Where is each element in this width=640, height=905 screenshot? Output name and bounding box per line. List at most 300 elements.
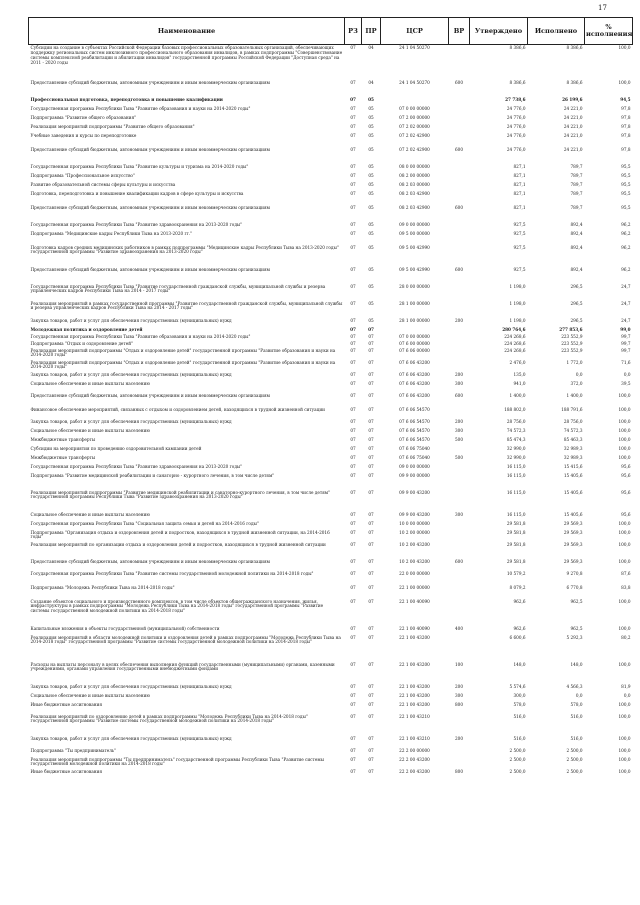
row-pr: 07 bbox=[368, 392, 374, 398]
budget-table bbox=[28, 17, 633, 777]
row-executed: 28 756,0 bbox=[563, 418, 583, 424]
row-approved: 2 500,0 bbox=[509, 768, 526, 774]
row-rz: 07 bbox=[350, 146, 356, 152]
header-csr: ЦСР bbox=[381, 18, 449, 45]
row-approved: 224 268,6 bbox=[504, 347, 526, 353]
row-name: Социальное обеспечение и иные выплаты населению bbox=[30, 427, 150, 433]
row-percent: 100,0 bbox=[618, 661, 631, 667]
row-percent: 24,7 bbox=[621, 283, 631, 289]
row-percent: 100,0 bbox=[618, 418, 631, 424]
row-executed: 85 463,3 bbox=[563, 436, 583, 442]
row-executed: 2 500,0 bbox=[566, 747, 583, 753]
table-row bbox=[29, 473, 633, 490]
row-percent: 71,6 bbox=[621, 359, 631, 365]
row-name: Реализация мероприятий в рамках государственной программы "Развитие государственной гражданской службы, муниципальной службы и резерва управленческих кадров Республики Тыва на 2014 - 2017 годы" bbox=[30, 300, 343, 311]
row-name: Социальное обеспечение и иные выплаты населению bbox=[30, 692, 150, 698]
row-name: Предоставление субсидий бюджетным, автономным учреждениям и иным некоммерческим организациям bbox=[30, 146, 270, 152]
row-csr: 07 2 02 42900 bbox=[399, 146, 430, 152]
row-executed: 6 770,8 bbox=[566, 584, 583, 590]
row-percent: 0,0 bbox=[623, 692, 631, 698]
row-rz: 07 bbox=[350, 347, 356, 353]
row-csr bbox=[381, 97, 449, 106]
row-executed: 296,5 bbox=[570, 300, 583, 306]
row-rz: 07 bbox=[350, 541, 356, 547]
row-percent: 100,0 bbox=[618, 598, 631, 604]
row-vr bbox=[449, 542, 470, 559]
row-rz: 07 bbox=[350, 123, 356, 129]
row-approved: 827,1 bbox=[513, 163, 526, 169]
row-vr: 300 bbox=[455, 692, 463, 698]
row-vr bbox=[449, 231, 470, 245]
row-name: Реализация мероприятий по оздоровлению детей в рамках подпрограммы "Молодежь Республики Тыва на 2014-2018 годы" государственной программы "Развитие системы государственной молодежной политики на 2014-2018 годы" bbox=[30, 713, 308, 724]
row-percent: 39,5 bbox=[621, 380, 631, 386]
row-vr: 200 bbox=[455, 418, 463, 424]
row-rz: 07 bbox=[350, 713, 356, 719]
row-approved: 224 268,6 bbox=[504, 333, 526, 339]
row-csr: 09 9 00 00000 bbox=[399, 472, 430, 478]
row-rz: 07 bbox=[350, 181, 356, 187]
row-pr: 07 bbox=[368, 541, 374, 547]
row-rz: 07 bbox=[350, 735, 356, 741]
table-row bbox=[29, 635, 633, 662]
row-pr: 04 bbox=[368, 79, 374, 85]
row-rz: 07 bbox=[350, 634, 356, 640]
row-percent: 100,0 bbox=[618, 520, 631, 526]
row-rz: 07 bbox=[350, 221, 356, 227]
row-approved: 29 581,8 bbox=[506, 520, 526, 526]
row-csr: 22 1 00 43200 bbox=[399, 683, 430, 689]
row-percent: 100,0 bbox=[618, 529, 631, 535]
row-csr: 07 6 06 54570 bbox=[399, 406, 430, 412]
row-rz: 07 bbox=[350, 317, 356, 323]
row-approved: 74 572,3 bbox=[506, 427, 526, 433]
row-percent: 95,6 bbox=[621, 489, 631, 495]
row-executed: 0,0 bbox=[575, 692, 583, 698]
row-rz: 07 bbox=[350, 529, 356, 535]
row-csr: 10 2 00 43200 bbox=[399, 541, 430, 547]
row-rz: 07 bbox=[350, 300, 356, 306]
table-row bbox=[29, 245, 633, 267]
row-executed: 74 572,3 bbox=[563, 427, 583, 433]
row-csr: 07 6 00 00000 bbox=[399, 340, 430, 346]
row-csr: 07 2 02 00000 bbox=[399, 123, 430, 129]
row-pr: 05 bbox=[368, 114, 374, 120]
row-approved: 27 738,6 bbox=[505, 96, 526, 102]
table-row bbox=[29, 372, 633, 381]
row-csr: 22 1 00 43200 bbox=[399, 634, 430, 640]
row-percent: 100,0 bbox=[618, 625, 631, 631]
row-csr: 22 1 00 00000 bbox=[399, 584, 430, 590]
row-csr: 08 2 00 00000 bbox=[399, 172, 430, 178]
row-rz: 07 bbox=[350, 768, 356, 774]
row-name: Создание объектов социального и производственного комплексов, в том числе объектов общегражданского назначения, жилья, инфраструктуры в рамках подпрограммы "Молодежь Республики Тыва на 2014-2018 годы" государственной программы "Развитие системы государственной молодежной политики на 2014-2018 годы" bbox=[30, 598, 324, 614]
row-rz: 07 bbox=[350, 489, 356, 495]
row-csr: 10 0 00 00000 bbox=[399, 520, 430, 526]
row-csr: 28 1 00 00000 bbox=[399, 300, 430, 306]
row-vr bbox=[449, 133, 470, 147]
row-approved: 927,5 bbox=[513, 244, 526, 250]
table-row bbox=[29, 318, 633, 327]
row-csr: 22 1 00 43200 bbox=[399, 661, 430, 667]
row-rz: 07 bbox=[350, 392, 356, 398]
row-vr bbox=[449, 635, 470, 662]
row-pr: 07 bbox=[368, 511, 374, 517]
row-rz: 07 bbox=[350, 436, 356, 442]
row-name: Закупка товаров, работ и услуг для обеспечения государственных (муниципальных) нужд bbox=[30, 371, 232, 377]
row-approved: 135,0 bbox=[513, 371, 526, 377]
row-pr: 07 bbox=[368, 340, 374, 346]
row-pr: 07 bbox=[368, 558, 374, 564]
row-pr: 05 bbox=[368, 96, 374, 102]
row-csr: 28 1 00 00000 bbox=[399, 317, 430, 323]
row-csr: 07 6 06 43200 bbox=[399, 371, 430, 377]
row-vr bbox=[449, 464, 470, 473]
row-pr: 05 bbox=[368, 123, 374, 129]
row-pr: 07 bbox=[368, 625, 374, 631]
row-percent: 97,8 bbox=[621, 146, 631, 152]
row-rz: 07 bbox=[350, 683, 356, 689]
row-percent: 97,8 bbox=[621, 114, 631, 120]
row-csr: 08 2 03 42900 bbox=[399, 190, 430, 196]
row-approved: 16 115,0 bbox=[506, 489, 526, 495]
row-vr bbox=[449, 473, 470, 490]
row-approved: 2 500,0 bbox=[509, 756, 526, 762]
table-row bbox=[29, 106, 633, 115]
row-approved: 516,0 bbox=[513, 713, 526, 719]
row-executed: 372,0 bbox=[570, 380, 583, 386]
row-executed: 2 500,0 bbox=[566, 756, 583, 762]
row-executed: 962,5 bbox=[570, 625, 583, 631]
row-vr: 600 bbox=[455, 266, 463, 272]
row-csr: 07 6 06 43200 bbox=[399, 380, 430, 386]
row-pr: 07 bbox=[368, 520, 374, 526]
row-vr: 600 bbox=[455, 204, 463, 210]
row-pr: 05 bbox=[368, 146, 374, 152]
row-pr: 05 bbox=[368, 317, 374, 323]
row-vr bbox=[449, 284, 470, 301]
table-row bbox=[29, 530, 633, 542]
row-executed: 296,5 bbox=[570, 283, 583, 289]
table-row bbox=[29, 521, 633, 530]
row-rz: 07 bbox=[350, 326, 356, 332]
row-pr: 05 bbox=[368, 204, 374, 210]
row-executed: 516,0 bbox=[570, 735, 583, 741]
table-row bbox=[29, 80, 633, 97]
row-pr: 07 bbox=[368, 692, 374, 698]
row-approved: 2 476,0 bbox=[509, 359, 526, 365]
row-executed: 4 566,3 bbox=[566, 683, 583, 689]
row-name: Предоставление субсидий бюджетным, автономным учреждениям и иным некоммерческим организациям bbox=[30, 204, 270, 210]
row-rz: 07 bbox=[350, 96, 356, 102]
table-row bbox=[29, 599, 633, 626]
row-pr: 07 bbox=[368, 747, 374, 753]
row-pr: 07 bbox=[368, 768, 374, 774]
row-pr: 07 bbox=[368, 756, 374, 762]
table-row bbox=[29, 327, 633, 334]
row-name: Реализация мероприятий в области молодежной политики и оздоровления детей в рамках подпрограммы "Молодежь Республики Тыва на 2014-2018 годы" государственной программы "Развитие системы государственной молодежной политики на 2014-2018 годы" bbox=[30, 634, 341, 645]
row-name: Государственная программа Республики Тыва "Развитие системы государственной молодежной политики на 2014-2018 годы" bbox=[30, 570, 314, 576]
row-approved: 24 776,0 bbox=[506, 132, 526, 138]
row-rz: 07 bbox=[350, 359, 356, 365]
row-pr: 07 bbox=[368, 570, 374, 576]
table-row bbox=[29, 757, 633, 769]
table-row bbox=[29, 205, 633, 222]
row-csr: 22 1 00 43210 bbox=[399, 735, 430, 741]
row-approved: 2 500,0 bbox=[509, 747, 526, 753]
row-vr bbox=[449, 97, 470, 106]
row-approved: 8 386,6 bbox=[509, 79, 526, 85]
row-vr bbox=[449, 360, 470, 372]
row-csr: 07 0 00 00000 bbox=[399, 333, 430, 339]
row-csr: 09 5 00 42990 bbox=[399, 244, 430, 250]
row-pr: 07 bbox=[368, 584, 374, 590]
row-name: Подпрограмма "Молодежь Республики Тыва на 2014-2018 годы" bbox=[30, 584, 175, 590]
row-pr: 07 bbox=[368, 463, 374, 469]
row-executed: 9 270,8 bbox=[566, 570, 583, 576]
row-rz: 07 bbox=[350, 380, 356, 386]
row-vr bbox=[449, 571, 470, 585]
row-executed: 148,0 bbox=[570, 661, 583, 667]
row-pr: 07 bbox=[368, 418, 374, 424]
row-percent: 83,8 bbox=[621, 584, 631, 590]
row-rz: 07 bbox=[350, 511, 356, 517]
table-header-row bbox=[29, 18, 633, 45]
row-rz: 07 bbox=[350, 406, 356, 412]
row-vr: 800 bbox=[455, 768, 463, 774]
row-vr bbox=[449, 585, 470, 599]
row-name: Молодежная политика и оздоровление детей bbox=[30, 326, 143, 332]
row-percent: 100,0 bbox=[618, 445, 631, 451]
table-row bbox=[29, 133, 633, 147]
row-rz: 07 bbox=[350, 701, 356, 707]
row-pr: 05 bbox=[368, 132, 374, 138]
row-rz: 07 bbox=[350, 333, 356, 339]
row-pr: 07 bbox=[368, 634, 374, 640]
row-percent: 100,0 bbox=[618, 747, 631, 753]
row-executed: 1 400,0 bbox=[566, 392, 583, 398]
row-vr: 300 bbox=[455, 511, 463, 517]
row-executed: 296,5 bbox=[570, 317, 583, 323]
row-percent: 95,5 bbox=[621, 204, 631, 210]
row-name: Закупка товаров, работ и услуг для обеспечения государственных (муниципальных) нужд bbox=[30, 735, 232, 741]
row-pr: 07 bbox=[368, 472, 374, 478]
row-rz: 07 bbox=[350, 625, 356, 631]
row-csr: 07 6 06 54570 bbox=[399, 427, 430, 433]
table-row bbox=[29, 769, 633, 777]
table-row bbox=[29, 455, 633, 464]
row-approved: 29 581,8 bbox=[506, 558, 526, 564]
row-csr: 07 0 00 00000 bbox=[399, 105, 430, 111]
row-approved: 8 386,6 bbox=[509, 45, 526, 50]
row-vr bbox=[449, 490, 470, 512]
row-name: Предоставление субсидий бюджетным, автономным учреждениям и иным некоммерческим организациям bbox=[30, 392, 270, 398]
row-rz: 07 bbox=[350, 598, 356, 604]
row-executed: 789,7 bbox=[570, 163, 583, 169]
row-pr: 05 bbox=[368, 244, 374, 250]
row-pr: 07 bbox=[368, 359, 374, 365]
row-csr: 07 6 06 54570 bbox=[399, 436, 430, 442]
row-percent: 100,0 bbox=[618, 735, 631, 741]
row-name: Подпрограмма "Ты предприниматель" bbox=[30, 747, 117, 753]
row-pr: 05 bbox=[368, 105, 374, 111]
row-pr: 05 bbox=[368, 300, 374, 306]
row-csr: 08 2 03 00000 bbox=[399, 181, 430, 187]
table-row bbox=[29, 97, 633, 106]
row-pr: 07 bbox=[368, 436, 374, 442]
row-rz: 07 bbox=[350, 418, 356, 424]
row-name: Подпрограмма "Организация отдыха и оздоровления детей и подростков, находящихся в трудной жизненной ситуации, на 2014-2016 годы" bbox=[30, 529, 330, 540]
row-approved: 6 600,6 bbox=[509, 634, 526, 640]
table-row bbox=[29, 748, 633, 757]
table-row bbox=[29, 428, 633, 437]
row-executed: 24 221,0 bbox=[563, 105, 583, 111]
row-executed: 578,0 bbox=[570, 701, 583, 707]
row-rz: 07 bbox=[350, 570, 356, 576]
row-executed: 15 405,6 bbox=[563, 489, 583, 495]
row-rz: 07 bbox=[350, 105, 356, 111]
row-percent: 100,0 bbox=[618, 79, 631, 85]
row-pr: 05 bbox=[368, 163, 374, 169]
row-csr: 07 6 06 43200 bbox=[399, 359, 430, 365]
row-approved: 29 581,8 bbox=[506, 541, 526, 547]
row-vr: 200 bbox=[455, 371, 463, 377]
row-csr: 09 0 00 00000 bbox=[399, 221, 430, 227]
row-pr: 05 bbox=[368, 190, 374, 196]
row-percent: 100,0 bbox=[618, 45, 631, 50]
row-executed: 26 199,6 bbox=[562, 96, 583, 102]
row-approved: 962,6 bbox=[513, 598, 526, 604]
header-rz: РЗ bbox=[345, 18, 362, 45]
row-percent: 95,5 bbox=[621, 172, 631, 178]
row-vr: 400 bbox=[455, 625, 463, 631]
row-vr bbox=[449, 327, 470, 334]
row-rz: 07 bbox=[350, 45, 356, 50]
row-csr: 22 1 00 43200 bbox=[399, 701, 430, 707]
row-approved: 941,0 bbox=[513, 380, 526, 386]
row-csr: 09 5 00 00000 bbox=[399, 230, 430, 236]
row-name: Государственная программа Республики Тыва "Социальная защита семьи и детей на 2014-2016 годы" bbox=[30, 520, 259, 526]
row-percent: 100,0 bbox=[618, 768, 631, 774]
row-vr: 500 bbox=[455, 436, 463, 442]
row-csr bbox=[381, 327, 449, 334]
row-percent: 96,2 bbox=[621, 230, 631, 236]
row-rz: 07 bbox=[350, 692, 356, 698]
row-executed: 2 500,0 bbox=[566, 768, 583, 774]
table-row bbox=[29, 182, 633, 191]
row-approved: 24 776,0 bbox=[506, 114, 526, 120]
table-row bbox=[29, 571, 633, 585]
row-approved: 8 079,2 bbox=[509, 584, 526, 590]
header-vr: ВР bbox=[449, 18, 470, 45]
row-executed: 0,0 bbox=[575, 371, 583, 377]
row-name: Закупка товаров, работ и услуг для обеспечения государственных (муниципальных) нужд bbox=[30, 418, 232, 424]
row-approved: 224 268,6 bbox=[504, 340, 526, 346]
row-name: Закупка товаров, работ и услуг для обеспечения государственных (муниципальных) нужд bbox=[30, 683, 232, 689]
row-percent: 87,6 bbox=[621, 570, 631, 576]
table-row bbox=[29, 626, 633, 635]
row-csr: 10 2 00 00000 bbox=[399, 529, 430, 535]
row-percent: 24,7 bbox=[621, 317, 631, 323]
row-approved: 300,0 bbox=[513, 692, 526, 698]
row-vr bbox=[449, 530, 470, 542]
row-vr bbox=[449, 334, 470, 341]
row-pr: 07 bbox=[368, 454, 374, 460]
row-percent: 100,0 bbox=[618, 701, 631, 707]
row-vr bbox=[449, 115, 470, 124]
table-row bbox=[29, 341, 633, 348]
row-vr bbox=[449, 106, 470, 115]
row-rz: 07 bbox=[350, 190, 356, 196]
table-row bbox=[29, 662, 633, 684]
row-percent: 99,7 bbox=[621, 333, 631, 339]
row-name: Подпрограмма "Профессиональное искусство" bbox=[30, 172, 135, 178]
table-row bbox=[29, 231, 633, 245]
row-pr: 07 bbox=[368, 406, 374, 412]
row-name: Предоставление субсидий бюджетным, автономным учреждениям и иным некоммерческим организациям bbox=[30, 558, 270, 564]
table-row bbox=[29, 115, 633, 124]
row-name: Реализация мероприятий подпрограммы "Развитие общего образования" bbox=[30, 123, 195, 129]
table-row bbox=[29, 334, 633, 341]
row-approved: 1 198,0 bbox=[509, 317, 526, 323]
table-row bbox=[29, 45, 633, 80]
row-csr: 07 2 00 00000 bbox=[399, 114, 430, 120]
row-name: Иные бюджетные ассигнования bbox=[30, 768, 102, 774]
row-name: Реализация мероприятий подпрограммы "Отдых и оздоровление детей" государственной программы "Развитие образования и науки на 2014-2020 годы" bbox=[30, 347, 336, 358]
row-csr: 10 2 00 43200 bbox=[399, 558, 430, 564]
row-name: Предоставление субсидий бюджетным, автономным учреждениям и иным некоммерческим организациям bbox=[30, 266, 270, 272]
table-row bbox=[29, 360, 633, 372]
row-executed: 32 989,3 bbox=[563, 454, 583, 460]
row-pr: 05 bbox=[368, 172, 374, 178]
row-percent: 80,2 bbox=[621, 634, 631, 640]
row-rz: 07 bbox=[350, 283, 356, 289]
row-name: Реализация мероприятий подпрограммы "Ты предприниматель" государственной программы Республики Тыва "Развитие системы государственной молодежной политики на 2014-2018 годы" bbox=[30, 756, 324, 767]
row-vr bbox=[449, 748, 470, 757]
row-executed: 892,4 bbox=[570, 244, 583, 250]
row-vr: 300 bbox=[455, 427, 463, 433]
table-row bbox=[29, 267, 633, 284]
row-pr: 07 bbox=[368, 326, 374, 332]
row-percent: 100,0 bbox=[618, 713, 631, 719]
row-vr bbox=[449, 348, 470, 360]
row-name: Финансовое обеспечение мероприятий, связанных с отдыхом и оздоровлением детей, находящихся в трудной жизненной ситуации bbox=[30, 406, 325, 412]
row-rz: 07 bbox=[350, 204, 356, 210]
table-row bbox=[29, 301, 633, 318]
row-approved: 827,1 bbox=[513, 181, 526, 187]
row-approved: 5 574,6 bbox=[509, 683, 526, 689]
row-executed: 892,4 bbox=[570, 230, 583, 236]
row-vr: 200 bbox=[455, 317, 463, 323]
page-number: 17 bbox=[598, 4, 607, 12]
row-rz: 07 bbox=[350, 756, 356, 762]
row-percent: 99,0 bbox=[620, 326, 631, 332]
row-csr: 07 6 06 54570 bbox=[399, 418, 430, 424]
row-name: Государственная программа Республики Тыва "Развитие государственной гражданской службы, муниципальной службы и резерва управленческих кадров Республики Тыва на 2014 - 2017 годы" bbox=[30, 283, 326, 294]
row-percent: 94,5 bbox=[620, 96, 631, 102]
row-vr bbox=[449, 341, 470, 348]
row-executed: 24 221,0 bbox=[563, 146, 583, 152]
row-vr bbox=[449, 124, 470, 133]
row-percent: 95,6 bbox=[621, 472, 631, 478]
row-name: Субсидии на создание в субъектах Российской Федерации базовых профессиональных образовательных организаций, обеспечивающих поддержку региональных систем инклюзивного профессионального образования инвалидов, в рамках подпрограммы "Совершенствование системы комплексной реабилитации и абилитации инвалидов" государственной программы Российской Федерации "Доступная среда" на 2011 - 2020 годы bbox=[30, 45, 343, 65]
row-percent: 97,8 bbox=[621, 123, 631, 129]
table-row bbox=[29, 437, 633, 446]
row-name: Государственная программа Республики Тыва "Развитие образования и науки на 2014-2020 годы" bbox=[30, 105, 251, 111]
row-pr: 05 bbox=[368, 266, 374, 272]
row-approved: 16 115,0 bbox=[506, 511, 526, 517]
row-executed: 223 552,9 bbox=[561, 340, 583, 346]
table-row bbox=[29, 419, 633, 428]
